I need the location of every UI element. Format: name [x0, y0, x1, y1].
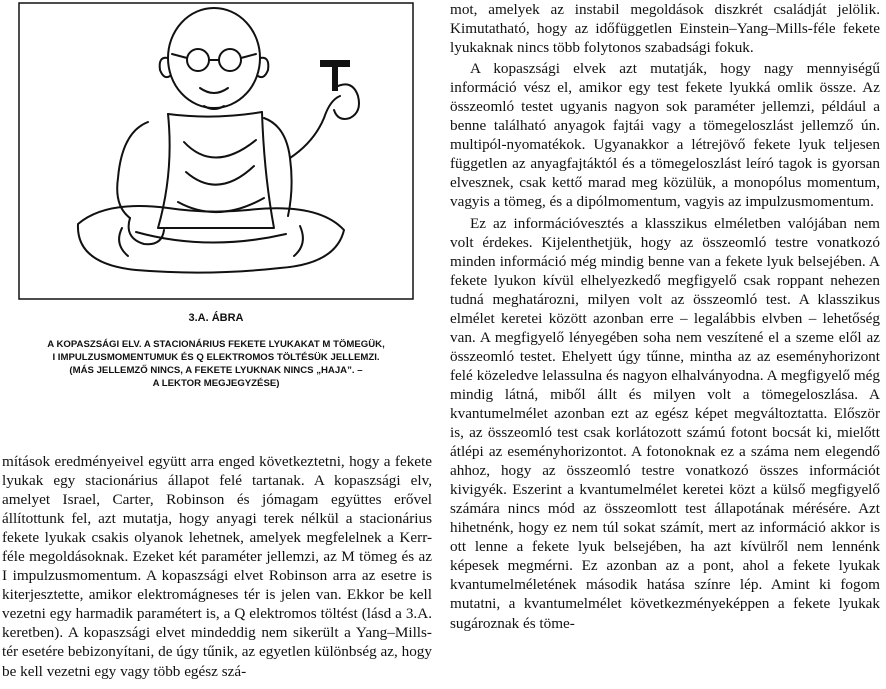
figure-label: 3.A. ÁBRA	[188, 312, 244, 324]
figure-caption-text	[10, 338, 422, 390]
right-text-column	[450, 0, 880, 633]
caption-line: I IMPULZUSMOMENTUMUK ÉS Q ELEKTROMOS TÖLTÉSÜK JELLEMZI.	[52, 352, 380, 363]
left-text-column	[2, 452, 432, 681]
figure-caption	[10, 312, 422, 390]
body-paragraph: Ez az információvesztés a klasszikus elméletben valójában nem volt érdekes. Kijelenthetjük, hogy az összeomló testre vonatkozó minden információ még mindig benne van a fekete lyuk belsejében. A fekete lyukon kívül elhelyezkedő megfigyelő csak roppant nehezen tudná meghatározni, milyen volt az összeomló test. A klasszikus elmélet keretei között azonban erre – legalábbis elvben – lehetőség van. A megfigyelő lényegében soha nem veszítené el a szeme elől az összeomló testet. Ehelyett úgy tűnne, mintha az az eseményhorizont felé közeledve lelassulna és nagyon elhalványodna. A megfigyelő még mindig látná, miből állt és milyen volt a tömegeloszlása. A kvantumelmélet azonban ezt az egész képet megváltoztatta. Először is, az összeomló test csak korlátozott számú fotont bocsát ki, mielőtt átlépi az eseményhorizontot. A fotonoknak ez a száma nem elegendő ahhoz, hogy az összeomló testre vonatkozó összes információt kivigyék. Eszerint a kvantumelmélet keretei közt a külső megfigyelő számára nincs mód az összeomlott test állapotának mérésére. Azt hihetnénk, hogy ez nem túl sokat számít, mert az információ akkor is ott lenne a fekete lyuk belsejében, ha azt kívülről nem lennénk képesek megmérni. Ez azonban az a pont, ahol a fekete lyukak kvantumelméletének második hatása színre lép. Amint ki fogom mutatni, a kvantumelmélet következményeképpen a fekete lyukak sugároznak és töme-	[450, 214, 880, 632]
body-paragraph: mítások eredményeivel együtt arra enged következtetni, hogy a fekete lyukak egy stacionárius állapot felé tartanak. A kopaszsági elv, amelyet Israel, Carter, Robinson és jómagam együttes erővel állítottunk fel, azt mutatja, hogy anyagi terek nélkül a stacionárius fekete lyukak csakis olyanok lehetnek, amelyek megfelelnek a Kerr-féle megoldásoknak. Ezeket két paraméter jellemzi, az M tömeg és az I impulzusmomentum. A kopaszsági elvet Robinson arra az esetre is kiterjesztette, amikor elektromágneses tér is jelen van. Ekkor be kell vezetni egy harmadik paramétert is, a Q elektromos töltést (lásd a 3.A. keretben). A kopaszsági elvet mindeddig nem sikerült a Yang–Mills-tér esetére bebizonyítani, de úgy tűnik, az egyetlen különbség az, hogy be kell vezetni egy vagy több egész szá-	[2, 453, 432, 680]
body-paragraph: mot, amelyek az instabil megoldások diszkrét családját jelölik. Kimutatható, hogy az időfüggetlen Einstein–Yang–Mills-féle fekete lyukaknak nincs több folytonos szabadsági fokuk.	[450, 1, 880, 57]
bald-monk-illustration	[18, 2, 414, 300]
figure-frame	[19, 3, 413, 299]
caption-line: A LEKTOR MEGJEGYZÉSE)	[152, 378, 280, 389]
caption-line: (MÁS JELLEMZŐ NINCS, A FEKETE LYUKNAK NINCS „HAJA”. –	[69, 365, 363, 376]
caption-line: A KOPASZSÁGI ELV. A STACIONÁRIUS FEKETE LYUKAKAT M TÖMEGÜK,	[47, 339, 385, 350]
body-paragraph: A kopaszsági elvek azt mutatják, hogy nagy mennyiségű információ vész el, amikor egy test fekete lyukká omlik össze. Az összeomló testet ugyanis nagyon sok paraméter jellemzi, például a benne található anyagok fajtái vagy a tömegeloszlást jellemző ún. multipól-nyomatékok. Ugyanakkor a létrejövő fekete lyuk teljesen független az anyagfajtáktól és a tömegeloszlást leíró tagok is gyorsan elvesznek, csak kettő marad meg közülük, a monopólus momentum, vagyis a tömeg, és a dipólmomentum, vagyis az impulzusmomentum.	[450, 60, 880, 211]
